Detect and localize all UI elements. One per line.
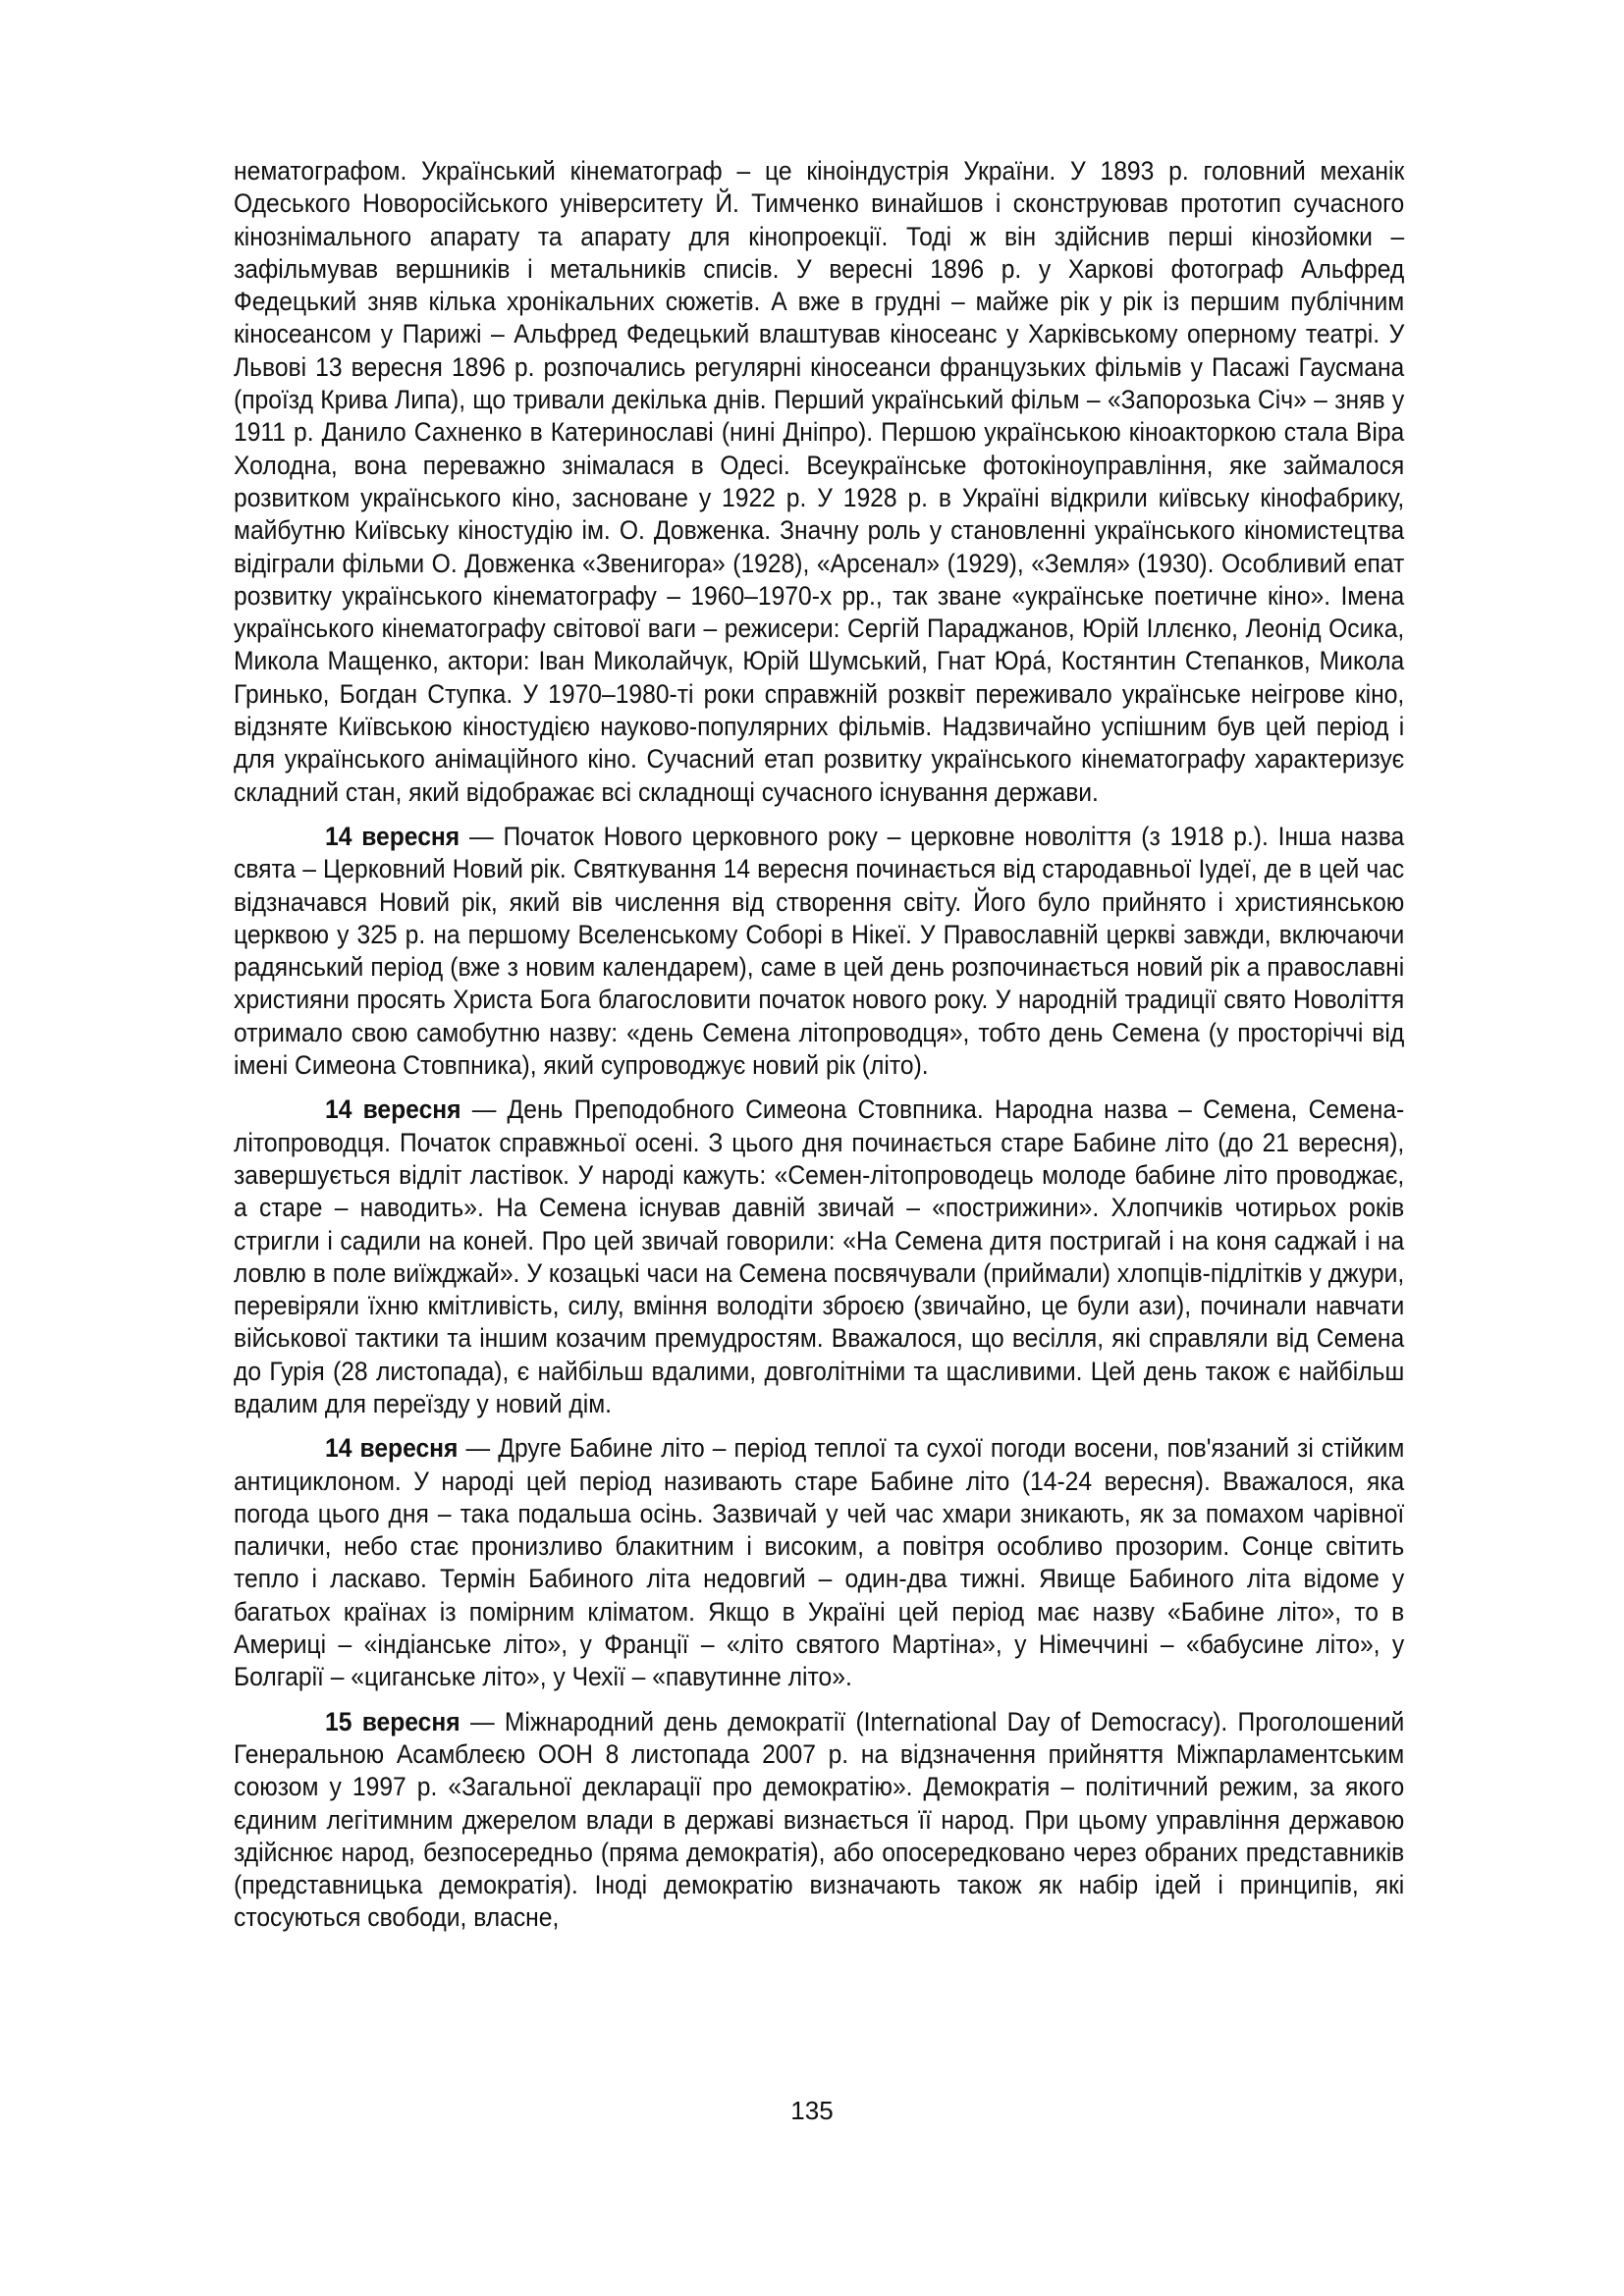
- paragraph-text: нематографом. Український кінематограф – це кіноіндустрія України. У 1893 р. головний механік Одеського Новоросійського університету Й. Тимченко винайшов і сконструював прототип сучасного кінознімального апарату та апарату для кінопроекції. Тоді ж він здійснив перші кінозйомки – зафільмував вершників і метальників списів. У вересні 1896 р. у Харкові фотограф Альфред Федецький зняв кілька хронікальних сюжетів. А вже в грудні – майже рік у рік із першим публічним кіносеансом у Парижі – Альфред Федецький влаштував кіносеанс у Харківському оперному театрі. У Львові 13 вересня 1896 р. розпочались регулярні кіносеанси французьких фільмів у Пасажі Гаусмана (проїзд Крива Липа), що тривали декілька днів. Перший український фільм – «Запорозька Січ» – зняв у 1911 р. Данило Сахненко в Катеринославі (нині Дніпро). Першою українською кіноакторкою стала Віра Холодна, вона переважно знімалася в Одесі. Всеукраїнське фотокіноуправління, яке займалося розвитком українського кіно, засноване у 1922 р. У 1928 р. в Україні відкрили київську кінофабрику, майбутню Київську кіностудію ім. О. Довженка. Значну роль у становленні українського кіномистецтва відіграли фільми О. Довженка «Звенигора» (1928), «Арсенал» (1929), «Земля» (1930). Особливий епат розвитку українського кінематографу – 1960–1970-х рр., так зване «українське поетичне кіно». Імена українського кінематографу світової ваги – режисери: Сергій Параджанов, Юрій Іллєнко, Леонід Осика, Микола Мащенко, актори: Іван Миколайчук, Юрій Шумський, Гнат Юра́, Костянтин Степанков, Микола Гринько, Богдан Ступка. У 1970–1980-ті роки справжній розквіт переживало українське неігрове кіно, відзняте Київською кіностудією науково-популярних фільмів. Надзвичайно успішним був цей період і для українського анімаційного кіно. Сучасний етап розвитку українського кінематографу характеризує складний стан, який відображає всі складнощі сучасного існування держави.: [234, 156, 1405, 807]
- date-heading: 15 вересня: [325, 1706, 460, 1736]
- paragraph-text: — Початок Нового церковного року – церковне новоліття (з 1918 р.). Інша назва свята – Церковний Новий рік. Святкування 14 вересня починається від стародавньої Іудеї, де в цей час відзначався Новий рік, який вів числення від створення світу. Його було прийнято і християнською церквою у 325 р. на першому Вселенському Соборі в Нікеї. У Православній церкві завжди, включаючи радянський період (вже з новим календарем), саме в цей день розпочинається новий рік а православні християни просять Христа Бога благословити початок нового року. У народній традиції свято Новоліття отримало свою самобутню назву: «день Семена літопроводця», тобто день Семена (у просторіччі від імені Симеона Стовпника), який супроводжує новий рік (літо).: [234, 821, 1405, 1081]
- date-heading: 14 вересня: [325, 1095, 461, 1125]
- paragraph-cinema-history: [234, 155, 1404, 809]
- paragraph-church-new-year: [234, 821, 1404, 1082]
- page-number: 135: [790, 2096, 834, 2125]
- paragraph-simeon-stylite: [234, 1094, 1404, 1420]
- paragraph-indian-summer: [234, 1432, 1404, 1693]
- date-heading: 14 вересня: [325, 821, 460, 851]
- date-heading: 14 вересня: [325, 1433, 459, 1464]
- paragraph-text: — День Преподобного Симеона Стовпника. Народна назва – Семена, Семена-літопроводця. Початок справжньої осені. З цього дня починається старе Бабине літо (до 21 вересня), завершується відліт ластівок. У народі кажуть: «Семен-літопроводець молоде бабине літо проводжає, а старе – наводить». На Семена існував давній звичай – «пострижини». Хлопчиків чотирьох років стригли і садили на коней. Про цей звичай говорили: «На Семена дитя постригай і на коня саджай і на ловлю в поле виїжджай». У козацькі часи на Семена посвячували (приймали) хлопців-підлітків у джури, перевіряли їхню кмітливість, силу, вміння володіти зброєю (звичайно, це були ази), починали навчати військової тактики та іншим козачим премудростям. Вважалося, що весілля, які справляли від Семена до Гурія (28 листопада), є найбільш вдалими, довголітніми та щасливими. Цей день також є найбільш вдалим для переїзду у новий дім.: [234, 1095, 1405, 1418]
- document-page: [234, 155, 1404, 1935]
- paragraph-text: — Друге Бабине літо – період теплої та сухої погоди восени, пов'язаний зі стійким антициклоном. У народі цей період називають старе Бабине літо (14-24 вересня). Вважалося, яка погода цього дня – така подальша осінь. Зазвичай у чей час хмари зникають, як за помахом чарівної палички, небо стає пронизливо блакитним і високим, а повітря особливо прозорим. Сонце світить тепло і ласкаво. Термін Бабиного літа недовгий – один-два тижні. Явище Бабиного літа відоме у багатьох країнах із помірним кліматом. Якщо в Україні цей період має назву «Бабине літо», то в Америці – «індіанське літо», у Франції – «літо святого Мартіна», у Німеччині – «бабусине літо», у Болгарії – «циганське літо», у Чехії – «павутинне літо».: [234, 1433, 1405, 1692]
- paragraph-democracy-day: [234, 1706, 1404, 1935]
- paragraph-text: — Міжнародний день демократії (International Day of Democracy). Проголошений Генеральною Асамблеєю ООН 8 листопада 2007 р. на відзначення прийняття Міжпарламентським союзом у 1997 р. «Загальної декларації про демократію». Демократія – політичний режим, за якого єдиним легітимним джерелом влади в державі визнається її народ. При цьому управління державою здійснює народ, безпосередньо (пряма демократія), або опосередковано через обраних представників (представницька демократія). Іноді демократію визначають також як набір ідей і принципів, які стосуються свободи, власне,: [234, 1706, 1405, 1933]
